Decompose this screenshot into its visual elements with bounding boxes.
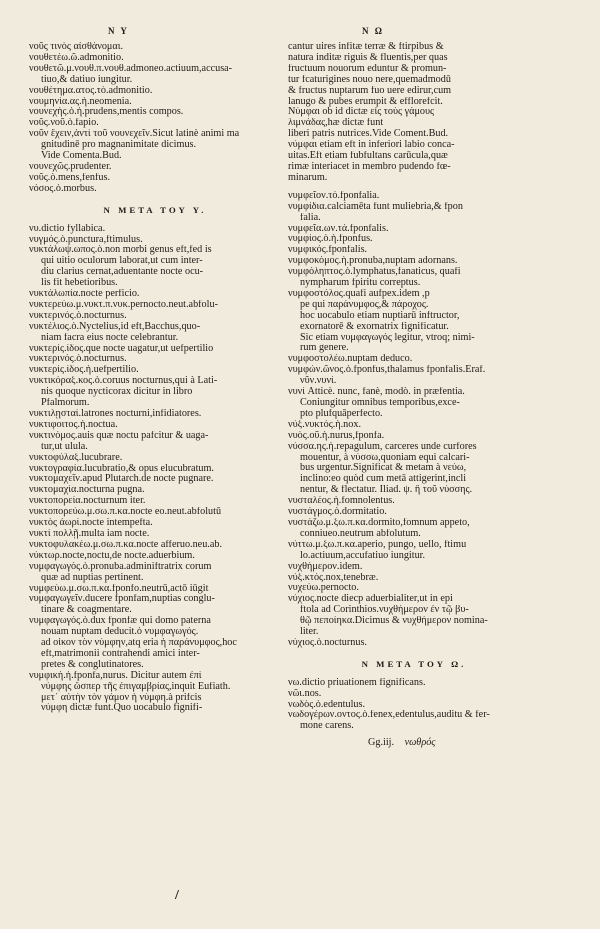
text-line: νύξ.νυκτός.ἡ.nox. [288, 419, 361, 430]
text-line: νυκτοφύλαξ.lucubrare. [29, 452, 123, 463]
text-line: nentur, & flectatur. Iliad. ψ. ἢ τοῦ νύσσης. [300, 485, 473, 496]
stray-pen-mark: / [175, 888, 179, 903]
right-entries [288, 191, 540, 649]
text-line: tur,ut ulula. [41, 441, 88, 452]
text-line: νυκτερεύω.μ.νυκτ.π.νυκ.pernocto.neut.abfolu- [29, 299, 218, 310]
text-line: tur fcaturigines nouo nere,quemadmodū [288, 74, 451, 85]
text-line: νουνεχής.ὁ.ἡ.prudens,mentis compos. [29, 107, 184, 118]
text-line: νυκτογραφία.lucubratio,& opus elucubratum. [29, 463, 214, 474]
text-line: νυκτερινός.ὁ.nocturnus. [29, 354, 127, 365]
running-head-left: Ν Υ [108, 26, 129, 36]
text-line: νυκτέλιος.ὁ.Nyctelius,id eft,Bacchus,quo- [29, 321, 201, 332]
text-line: pe qui παράνυμφος,& πάροχος. [300, 299, 429, 310]
text-line: νυκτικόραξ.κος.ὁ.coruus nocturnus,qui à Lati- [29, 376, 218, 387]
text-line: conniueo.neutrum abfolutum. [300, 528, 421, 539]
right-top-block [288, 42, 540, 184]
text-line: ad οἶκον τὸν νύμφην,atq eria ἡ παράνυμφος,hoc [41, 638, 237, 649]
text-line: νυμφοκόμος.ἡ.pronuba,nuptam adornans. [288, 256, 458, 267]
text-line: νυκτομαχία.nocturna pugna. [29, 485, 145, 496]
text-line: νουμηνία.ας.ἡ.neomenia. [29, 96, 132, 107]
text-line: Pfalmorum. [41, 398, 90, 409]
text-line: cantur uires infitæ terræ & ftirpibus & [288, 42, 444, 52]
text-line: bus urgentur.Significat & metam à νεύω, [300, 463, 467, 474]
text-line: νύξ.κτός.nox,tenebræ. [288, 572, 379, 583]
text-line: νύσσα.ης.ἡ.repagulum, carceres unde curfores [288, 441, 477, 452]
text-line: fructuum nouorum eduntur & promun- [288, 63, 447, 74]
right-column [288, 42, 540, 749]
text-line: rum genere. [300, 343, 349, 354]
section-heading: Ν ΜΕΤΑ ΤΟΥ Υ. [103, 204, 207, 215]
text-line: νυκτινόμος.auis quæ noctu pafcitur & uaga- [29, 430, 209, 441]
text-line: hoc uocabulo etiam nuptiarū inftructor, [300, 310, 460, 321]
text-line: nouam nuptam deducit.ὁ νυμφαγωγός. [41, 627, 199, 638]
text-line: νύκτωρ.nocte,noctu,de nocte.aduerbium. [29, 550, 195, 561]
text-line: Νύμφαι ob id dictæ εἰς τοὺς γάμους [288, 107, 435, 118]
text-line: νυστάγμος.ὁ.dormitatio. [288, 507, 387, 518]
text-line: λιμνάδας,hæ dictæ funt [288, 118, 384, 129]
text-line: niam facra eius nocte celebrantur. [41, 332, 179, 343]
text-line: νυσταλέος.ἡ.fomnolentus. [288, 496, 395, 507]
text-line: νοῦς.νοῦ.ὁ.fapio. [29, 118, 99, 129]
text-line: eft,matrimonii contrahendi amici inter- [41, 648, 200, 659]
text-line: νυμφαγωγός.ὁ.dux fponfæ qui domo paterna [29, 616, 211, 627]
text-line: νύμφη dictæ funt.Quo uocabulo fignifi- [41, 703, 203, 714]
text-line: νυκτερίς.ίδος.que nocte uagatur,ut uefpertilio [29, 343, 214, 354]
text-line: νυμφίος.ὁ.ἡ.fponfus. [288, 234, 373, 245]
text-line: νουθετῶ.μ.νουθ.π.νουθ.admoneo.actiuum,accusa- [29, 63, 233, 74]
text-line: νυμφικός.fponfalis. [288, 245, 368, 256]
text-line: νυκτοφυλακέω.μ.σω.π.κα.nocte afferuo.neu.ab. [29, 539, 223, 550]
text-line: νυκτιλῃσταί.latrones nocturni,infidiatores. [29, 409, 202, 419]
text-line: lo.actiuum,accufatiuo iungitur. [300, 550, 426, 561]
left-section-body [29, 224, 281, 715]
text-line: νύχιος.ὁ.nocturnus. [288, 637, 367, 648]
text-line: nympharum fpiritu correptus. [300, 278, 421, 289]
text-line: νυχθήμερον.idem. [288, 561, 363, 572]
text-line: νυὸς.οῦ.ἡ.nurus,fponfa. [288, 430, 385, 441]
text-line: νυ.dictio fyllabica. [29, 223, 106, 234]
text-line: νυκτοπορεία.nocturnum iter. [29, 496, 146, 507]
text-line: minarum. [288, 172, 328, 183]
text-line: falia. [300, 212, 321, 223]
text-line: liter. [300, 627, 319, 638]
text-line: νουθετέω.ῶ.admonitio. [29, 52, 124, 63]
text-line: νοῦν ἔχειν,ἀντὶ τοῦ νουνεχεῖν.Sicut latinè animi ma [29, 129, 240, 140]
text-line: νωδογέρων.οντος.ὁ.fenex,edentulus,auditu & fer- [288, 710, 490, 721]
text-line: νόσος.ὁ.morbus. [29, 183, 97, 194]
text-line: & fructus nuptarum fuo uere edirur,cum [288, 85, 452, 96]
text-line: νυμφικὴ.ἡ.fponfa,nurus. Dicitur autem ἐπὶ [29, 670, 202, 681]
text-line: νοῦς τινὸς αἰσθάνομαι. [29, 42, 124, 52]
text-line: inclino:eo quòd cum metā attigerint,incli [300, 474, 467, 485]
text-line: lanugo & pubes erumpit & efflorefcit. [288, 96, 443, 107]
text-line: νῶι.nos. [288, 688, 322, 699]
left-top-block [29, 42, 281, 195]
text-line: νύμφης ὥσπερ τῆς ἐπιγαμβρίας,inquit Eufiath. [41, 681, 231, 692]
text-line: uitas.Eft etiam fubfultans carūcula,quæ [288, 151, 448, 162]
catchword: νωθρός [404, 737, 436, 749]
text-line: νυκτερίς.ίδος.ἡ.uefpertilio. [29, 365, 139, 376]
text-line: mone carens. [300, 721, 354, 732]
text-line: exornatorē & exornatrix fignificatur. [300, 321, 449, 332]
text-line: pto plufquāperfecto. [300, 408, 383, 419]
text-line: nis quoque nycticorax dicitur in libro [41, 387, 193, 398]
text-line: mouentur, à νύσσω,quoniam equi calcari- [300, 452, 470, 463]
text-line: νυμφοστολέω.nuptam deduco. [288, 354, 413, 365]
section-heading: Ν ΜΕΤΑ ΤΟΥ Ω. [361, 658, 467, 669]
text-line: νυκτιφοιτος.ἡ.noctua. [29, 419, 118, 430]
text-line: lis fit hebetioribus. [41, 278, 118, 289]
text-line: νῦν.νυνί. [300, 376, 337, 387]
text-line: νυνί Atticè. nunc, fanè, modò. in præfentia. [288, 387, 465, 398]
text-line: qui uitio oculorum laborat,ut cum inter- [41, 256, 203, 267]
text-line: Vide Comenta.Bud. [41, 151, 122, 162]
signature-mark: Gg.iij. [368, 737, 395, 749]
text-line: νυμφών.ῶνος.ὁ.fponfus,thalamus fponfalis.Eraf. [288, 365, 486, 376]
text-line: νυμφεύω.μ.σω.π.κα.fponfo.neutrū,actō iūgit [29, 583, 209, 594]
text-line: νυμφεῖα.ων.τά.fponfalis. [288, 223, 389, 234]
text-line: νουθέτημα.ατος.τὸ.admonitio. [29, 85, 153, 96]
text-line: gnitudinē pro magnanimitate dicimus. [41, 140, 197, 151]
text-line: νύττω.μ.ξω.π.κα.aperio, pungo, uello, ftimu [288, 539, 467, 550]
text-line: natura inditæ riguis & fluentis,per quas [288, 52, 448, 63]
text-line: νύχιος.nocte diecp aduerbialiter,ut in epi [288, 594, 453, 605]
text-line: Sic etiam νυμφαγωγός legitur, vtroq; nimi- [300, 332, 475, 343]
text-line: tiuo,& datiuo iungitur. [41, 74, 133, 85]
text-line: diu clarius cernat,aduentante nocte ocu- [41, 267, 204, 278]
text-line: νω.dictio priuationem fignificans. [288, 677, 426, 688]
text-line: νυκτάλωψ.ωπος.ὁ.non morbi genus eft,fed is [29, 245, 212, 256]
text-line: νυμφοστόλος.quafi aufpex.idem ,p [288, 288, 430, 299]
text-line: rimæ interiacet in membro pudendo fœ- [288, 161, 451, 172]
text-line: νυκτερινός.ὁ.nocturnus. [29, 310, 127, 321]
text-line: νυκτὸς ἀωρὶ.nocte intempefta. [29, 518, 153, 529]
text-line: νυμφόληπτος.ὁ.lymphatus,fanaticus, quafi [288, 267, 461, 278]
text-line: tinare & coagmentare. [41, 605, 132, 616]
page-footer [288, 738, 540, 749]
text-line: νυμφαγωγός.ὁ.pronuba.adminiftratrix corum [29, 561, 212, 572]
text-line: νυμφεῖον.τό.fponfalia. [288, 190, 380, 201]
text-line: νωδὸς.ὁ.edentulus. [288, 699, 366, 710]
text-line: θῷ πεποίηκα.Dicimus & νυχθήμερον nomina- [300, 616, 488, 627]
text-line: νυκτάλωπία.nocte perficio. [29, 289, 140, 300]
text-line: νυγμός.ὁ.punctura,ftimulus. [29, 234, 143, 245]
text-line: νυκτὶ πολλῇ.multa iam nocte. [29, 528, 150, 539]
text-line: νύμφαι etiam eft in inferiori labio conca- [288, 140, 455, 151]
text-line: νοῦς.ὁ.mens,fenfus. [29, 172, 111, 183]
text-line: pretes & conglutinatores. [41, 659, 144, 670]
text-line: νυμφίδια.calciamēta funt muliebria,& fpon [288, 201, 463, 212]
text-line: νυχεύω.pernocto. [288, 583, 359, 594]
text-line: νυμφαγωγεῖν.ducere fponfam,nuptias conglu- [29, 594, 215, 605]
text-line: νυκτομαχεῖν.apud Plutarch.de nocte pugnare. [29, 474, 214, 485]
text-line: ftola ad Corinthios.νυχθήμερον ἐν τῷ βυ- [300, 605, 469, 616]
text-line: μετ᾽ αὐτὴν τὸν γάμον ἡ νύμφη.à prifcis [41, 692, 202, 703]
text-line: νουνεχῶς.prudenter. [29, 161, 112, 172]
text-line: liberi patris nutrices.Vide Coment.Bud. [288, 129, 449, 140]
running-head-right: Ν Ω [362, 26, 384, 36]
right-section-body [288, 678, 540, 733]
text-line: Coniungitur omnibus temporibus,exce- [300, 398, 460, 408]
spacer [288, 184, 540, 191]
text-line: quæ ad nuptias pertinent. [41, 572, 144, 583]
text-line: νυκτοπορεύω.μ.σω.π.κα.nocte eo.neut.abfolutū [29, 507, 222, 518]
text-line: νυστάζω.μ.ξω.π.κα.dormito,fomnum appeto, [288, 517, 470, 528]
left-column [29, 42, 281, 714]
